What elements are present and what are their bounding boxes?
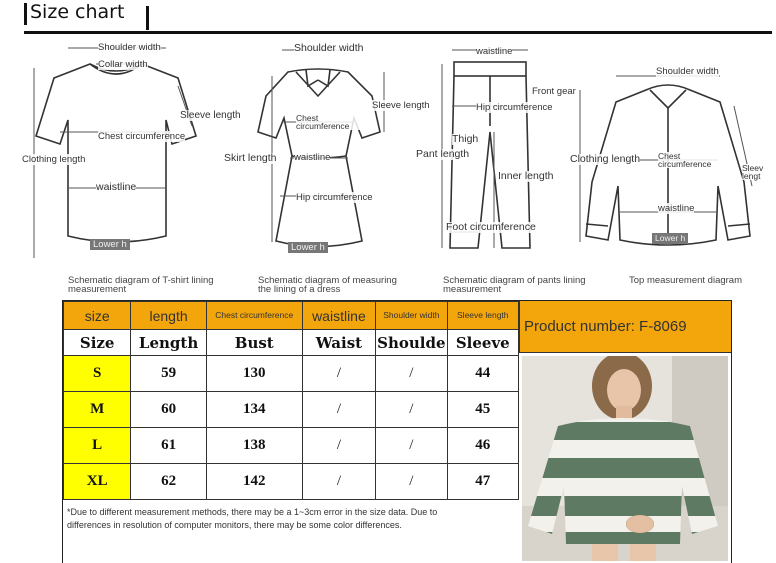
cell-bust: 134 [206, 392, 302, 428]
pants-thigh-label: Thigh [452, 133, 479, 145]
pants-diagram [414, 36, 574, 262]
header-right-bar [146, 6, 149, 30]
product-photo [522, 356, 728, 561]
pants-caption-line1: Schematic diagram of pants lining [443, 275, 586, 286]
tshirt-chest-label: Chest circumference [98, 131, 186, 142]
cell-length: 62 [131, 464, 206, 500]
page-title: Size chart [30, 1, 125, 23]
table-header-row-en [64, 302, 519, 330]
model-photo-illustration [522, 356, 728, 561]
cell-shoulder: / [376, 356, 447, 392]
dress-caption-line1: Schematic diagram of measuring [258, 275, 397, 286]
measurement-note: *Due to different measurement methods, there may be a 1~3cm error in the size data. Due to differences in resolution of computer monitors, there may be some color differences. [67, 507, 438, 530]
dress-caption [258, 276, 397, 294]
dress-sleeve-length-label: Sleeve length [372, 100, 430, 111]
cell-waist: / [302, 392, 375, 428]
tshirt-waistline-label: waistline [96, 181, 137, 193]
cell-length: 61 [131, 428, 206, 464]
pants-front-gear-label: Front gear [532, 86, 576, 97]
dress-hip-label: Hip circumference [296, 192, 373, 203]
tshirt-clothing-length-label: Clothing length [22, 154, 86, 165]
header-sleeve: Sleeve length [447, 302, 518, 330]
col-bust: Bust [206, 330, 302, 356]
cell-size: L [64, 428, 131, 464]
header-shoulder: Shoulder width [376, 302, 447, 330]
top-diagram [568, 36, 776, 262]
tshirt-caption-line2: measurement [68, 284, 127, 295]
cell-waist: / [302, 428, 375, 464]
pants-waistline-label: waistline [476, 46, 513, 57]
table-header-row-main [64, 330, 519, 356]
dress-shoulder-width-label: Shoulder width [294, 42, 364, 54]
tshirt-caption [68, 276, 214, 294]
pants-inner-length-label: Inner length [498, 170, 554, 182]
pants-caption-line2: measurement [443, 284, 502, 295]
top-waistline-label: waistline [658, 203, 695, 214]
cell-length: 60 [131, 392, 206, 428]
top-clothing-length-label: Clothing length [570, 153, 641, 165]
header-chest: Chest circumference [206, 302, 302, 330]
col-shoulder: Shoulde [376, 330, 447, 356]
top-caption: Top measurement diagram [629, 275, 742, 286]
header-size: size [64, 302, 131, 330]
cell-sleeve: 47 [447, 464, 518, 500]
header-length: length [131, 302, 206, 330]
col-waist: Waist [302, 330, 375, 356]
pants-length-label: Pant length [416, 148, 470, 160]
cell-size: M [64, 392, 131, 428]
cell-shoulder: / [376, 428, 447, 464]
tshirt-shoulder-width-label: Shoulder width [98, 42, 161, 53]
top-sleeve-label: Sleev lengt [742, 164, 772, 180]
size-table [63, 301, 519, 500]
tshirt-lower-hem-label: Lower h [90, 239, 130, 250]
dress-diagram [222, 36, 430, 262]
cell-size: XL [64, 464, 131, 500]
size-table-panel [62, 300, 732, 563]
product-number-banner [519, 301, 731, 353]
product-number-label: Product number: F-8069 [524, 318, 687, 335]
col-sleeve: Sleeve [447, 330, 518, 356]
pants-caption [443, 276, 586, 294]
cell-waist: / [302, 464, 375, 500]
tshirt-caption-line1: Schematic diagram of T-shirt lining [68, 275, 214, 286]
header-left-bar [24, 3, 27, 25]
page-header [0, 0, 776, 34]
col-length: Length [131, 330, 206, 356]
pants-foot-label: Foot circumference [446, 221, 536, 233]
tshirt-collar-width-label: Collar width [98, 59, 148, 70]
cell-waist: / [302, 356, 375, 392]
cell-length: 59 [131, 356, 206, 392]
top-shoulder-width-label: Shoulder width [656, 66, 719, 77]
pants-hip-label: Hip circumference [476, 102, 553, 113]
top-chest-label: Chest circumference [658, 152, 728, 168]
cell-shoulder: / [376, 464, 447, 500]
tshirt-sleeve-length-label: Sleeve length [180, 110, 241, 121]
table-row [64, 356, 519, 392]
cell-sleeve: 46 [447, 428, 518, 464]
dress-illustration [222, 36, 422, 262]
top-lower-hem-label: Lower h [652, 233, 688, 244]
dress-lower-hem-label: Lower h [288, 242, 328, 253]
cell-size: S [64, 356, 131, 392]
table-row [64, 428, 519, 464]
table-row [64, 392, 519, 428]
dress-waistline-label: waistline [294, 152, 331, 163]
col-size: Size [64, 330, 131, 356]
table-row [64, 464, 519, 500]
cell-sleeve: 44 [447, 356, 518, 392]
tshirt-diagram [20, 36, 241, 262]
dress-skirt-length-label: Skirt length [224, 152, 277, 164]
cell-bust: 138 [206, 428, 302, 464]
cell-shoulder: / [376, 392, 447, 428]
header-waistline: waistline [302, 302, 375, 330]
header-rule [24, 31, 772, 34]
cell-bust: 142 [206, 464, 302, 500]
cell-sleeve: 45 [447, 392, 518, 428]
dress-chest-label: Chest circumference [296, 114, 368, 130]
dress-caption-line2: the lining of a dress [258, 284, 341, 295]
cell-bust: 130 [206, 356, 302, 392]
